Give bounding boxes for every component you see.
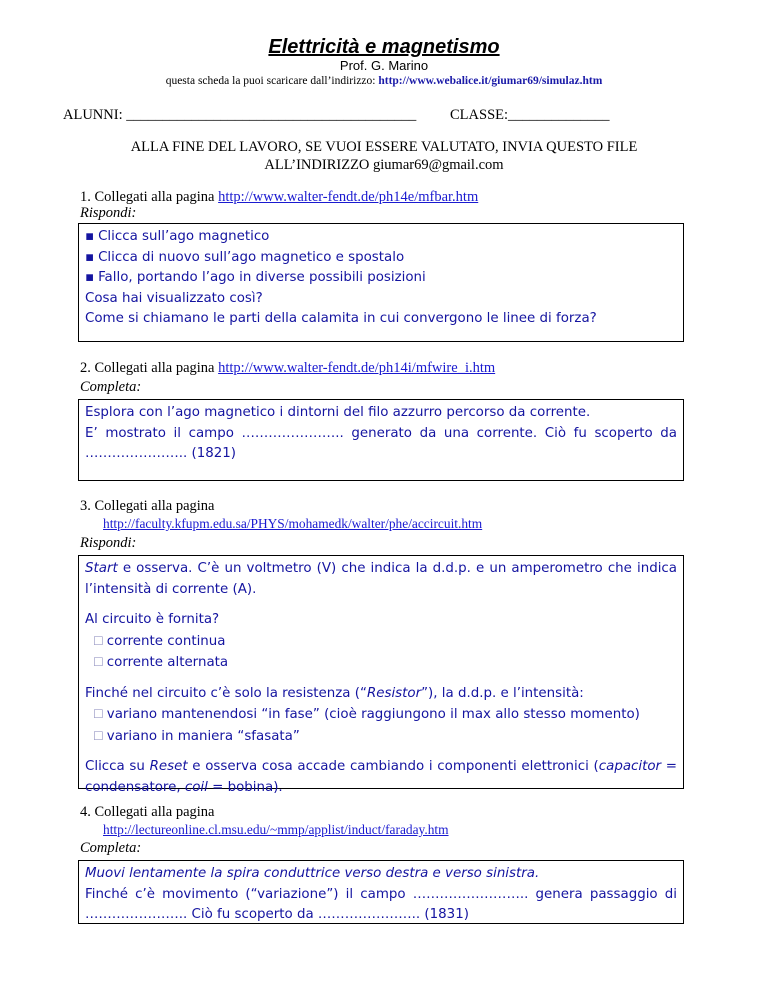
question-3-ask-1: Al circuito è fornita? [85, 612, 220, 627]
option-label: corrente continua [106, 633, 226, 649]
question-1-link[interactable]: http://www.walter-fendt.de/ph14e/mfbar.htm [218, 189, 479, 205]
resistor-word: Resistor [366, 685, 422, 701]
question-1-text: 1. Collegati alla pagina [80, 189, 219, 205]
reset-part-b: e osserva cosa accade cambiando i componenti elettronici ( [187, 759, 599, 774]
option-corrente-alternata[interactable] [85, 652, 677, 674]
reset-part-c: = condensatore, [85, 759, 677, 795]
question-1-label: Rispondi: [80, 205, 137, 221]
alunni-field[interactable]: ALUNNI: ________________________________________ [63, 107, 417, 123]
question-2-line-1: Esplora con l’ago magnetico i dintorni del filo azzurro percorso da corrente. [85, 405, 591, 420]
download-line [0, 75, 768, 87]
classe-field[interactable]: CLASSE:______________ [450, 107, 610, 123]
question-2 [80, 360, 495, 377]
answer-box-2[interactable] [78, 399, 684, 481]
ask-2-part-a: Finché nel circuito c’è solo la resistenza (“ [85, 685, 367, 701]
start-word: Start [85, 561, 118, 576]
ask-2-part-b: ”), la d.d.p. e l’intensità: [421, 685, 584, 701]
answer-box-1[interactable] [78, 223, 684, 342]
option-in-fase[interactable] [85, 704, 677, 726]
download-text: questa scheda la puoi scaricare dall’indirizzo: [165, 75, 379, 87]
notice-line-1: ALLA FINE DEL LAVORO, SE VUOI ESSERE VALUTATO, INVIA QUESTO FILE [130, 139, 638, 155]
question-1-line-2: Come si chiamano le parti della calamita in cui convergono le linee di forza? [85, 311, 597, 326]
question-3-reset [85, 757, 677, 798]
question-3-link[interactable]: http://faculty.kfupm.edu.sa/PHYS/mohamedk/walter/phe/accircuit.htm [103, 516, 483, 531]
answer-box-3[interactable] [78, 555, 684, 795]
question-3-ask-2 [85, 684, 677, 705]
answer-box-4[interactable] [78, 860, 684, 924]
checkbox-icon[interactable]: ☐ [93, 633, 104, 648]
option-label: variano mantenendosi “in fase” (cioè raggiungono il max allo stesso momento) [106, 707, 640, 722]
coil-word: coil [184, 779, 208, 795]
bullet-1: ▪ Clicca sull’ago magnetico [85, 227, 677, 248]
question-1-line-1: Cosa hai visualizzato così? [85, 290, 263, 306]
option-label: variano in maniera “sfasata” [106, 728, 300, 744]
author: Prof. G. Marino [339, 58, 429, 73]
notice [0, 138, 768, 174]
question-3-intro-rest: e osserva. C’è un voltmetro (V) che indica la d.d.p. e un amperometro che indica l’intensità di corrente (A). [85, 561, 677, 597]
reset-part-d: = bobina). [207, 779, 283, 795]
checkbox-icon[interactable]: ☐ [93, 728, 104, 743]
question-4-line-2: Finché c’è movimento (“variazione”) il campo …………………….. genera passaggio di ………………….. Ciò fu scoperto da ………………….. (1831) [85, 886, 677, 922]
question-4-link[interactable]: http://lectureonline.cl.msu.edu/~mmp/applist/induct/faraday.htm [103, 822, 449, 837]
question-4-line-1: Muovi lentamente la spira conduttrice verso destra e verso sinistra. [85, 866, 540, 881]
question-2-label: Completa: [80, 379, 142, 395]
question-4-text: 4. Collegati alla pagina [80, 804, 215, 820]
page-title: Elettricità e magnetismo [268, 36, 500, 58]
option-corrente-continua[interactable] [85, 631, 677, 653]
option-sfasata[interactable] [85, 726, 677, 748]
download-link[interactable]: http://www.webalice.it/giumar69/simulaz.htm [378, 75, 603, 87]
question-3-label: Rispondi: [80, 535, 137, 551]
bullet-3: ▪ Fallo, portando l’ago in diverse possibili posizioni [85, 268, 677, 289]
question-3-intro [85, 559, 677, 600]
bullet-2: ▪ Clicca di nuovo sull’ago magnetico e spostalo [85, 248, 677, 269]
question-3-text: 3. Collegati alla pagina [80, 498, 215, 514]
question-4-label: Completa: [80, 840, 142, 856]
checkbox-icon[interactable]: ☐ [93, 707, 104, 721]
reset-word: Reset [149, 759, 188, 774]
checkbox-icon[interactable]: ☐ [93, 655, 104, 669]
question-1 [80, 189, 478, 206]
notice-line-2: ALL’INDIRIZZO giumar69@gmail.com [264, 157, 504, 173]
option-label: corrente alternata [106, 655, 229, 670]
reset-part-a: Clicca su [85, 759, 150, 774]
question-2-text: 2. Collegati alla pagina [80, 360, 219, 376]
capacitor-word: capacitor [598, 759, 662, 774]
question-2-link[interactable]: http://www.walter-fendt.de/ph14i/mfwire_i.htm [218, 360, 496, 376]
question-2-line-2: E’ mostrato il campo ………………….. generato da una corrente. Ciò fu scoperto da ………………….. (1821) [85, 425, 677, 461]
